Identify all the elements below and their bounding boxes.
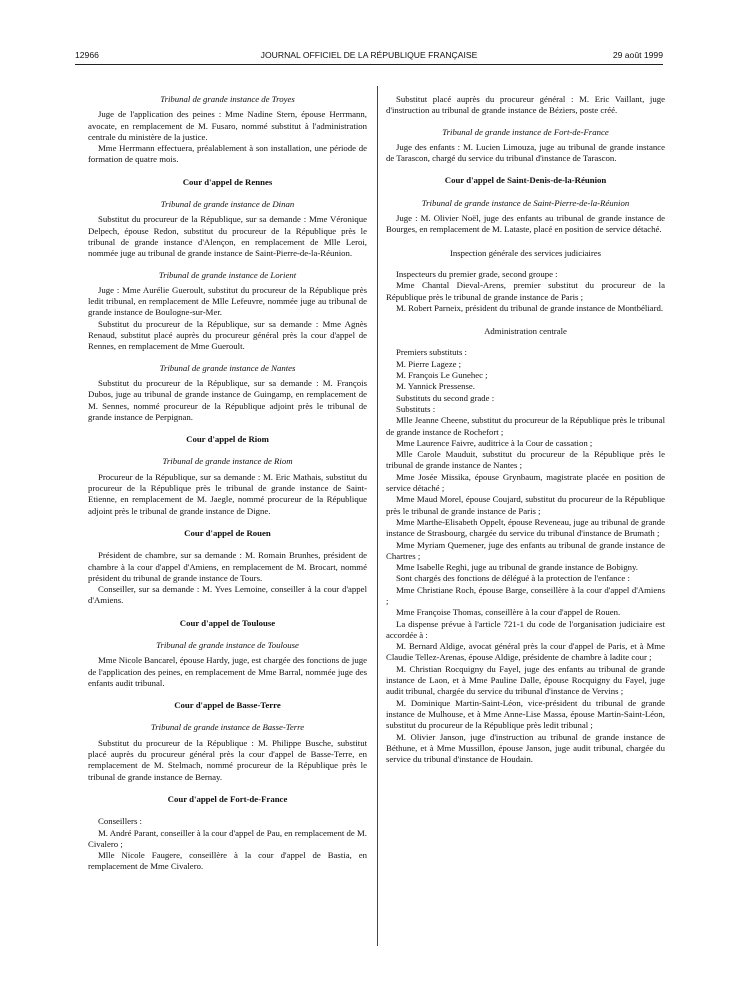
dinan-paragraph: Substitut du procureur de la République, sur sa demande : Mme Véronique Delpech, épouse Redon, substitut du procureur de la République près le tribunal de grande instance d'Alençon, en remplacement de Mlle Leroi, nommée juge au tribunal de grande instance de Saint-Pierre-de-la-Réunion. [88, 214, 367, 259]
igsj-paragraph-1: Inspecteurs du premier grade, second groupe : [396, 268, 558, 279]
page-number: 12966 [75, 50, 99, 60]
riom-heading: Tribunal de grande instance de Riom [162, 456, 293, 467]
troyes-paragraph-2: Mme Herrmann effectuera, préalablement à son installation, une période de formation de quatre mois. [88, 143, 367, 165]
list-item: Mme Laurence Faivre, auditrice à la Cour de cassation ; [396, 437, 593, 448]
igsj-paragraph-2: Mme Chantal Dieval-Arens, premier substitut du procureur de la République près le tribunal de grande instance de Paris ; [386, 280, 665, 302]
list-item: M. Olivier Janson, juge d'instruction au tribunal de grande instance de Béthune, et à Mme Mussillon, épouse Janson, juge audit tribunal, chargée du service du tribunal d'instance de Houdain. [386, 731, 665, 765]
journal-title: JOURNAL OFFICIEL DE LA RÉPUBLIQUE FRANÇAISE [260, 50, 478, 60]
fort-de-france-paragraph-3: Mlle Nicole Faugere, conseillère à la cour d'appel de Bastia, en remplacement de Mme Civalero. [88, 850, 367, 872]
riom-court-heading: Cour d'appel de Riom [186, 434, 269, 445]
list-item: Mlle Carole Mauduit, substitut du procureur de la République près le tribunal de grande instance de Nantes ; [386, 449, 665, 471]
list-item: Mme Josée Missika, épouse Grynbaum, magistrate placée en position de service détaché ; [386, 471, 665, 494]
reunion-court-heading: Cour d'appel de Saint-Denis-de-la-Réunion [444, 175, 607, 186]
page-header [75, 50, 663, 64]
saint-pierre-paragraph: Juge : M. Olivier Noël, juge des enfants au tribunal de grande instance de Bourges, en remplacement de M. Lataste, placé en position de service détaché. [386, 213, 665, 235]
fort-de-france-paragraph-1: Conseillers : [98, 816, 142, 827]
list-item: M. Bernard Aldige, avocat général près la cour d'appel de Paris, et à Mme Claudie Tellez-Arenas, épouse Aldige, présidente de chambre à ladite cour ; [386, 641, 665, 663]
list-item: M. Christian Rocquigny du Fayel, juge des enfants au tribunal de grande instance de Laon, et à Mme Pauline Dalle, épouse Rocquigny du Fayel, juge audit tribunal, chargée du service du tribunal d'instance de Vervins ; [386, 663, 665, 697]
nantes-paragraph: Substitut du procureur de la République, sur sa demande : M. François Dubos, juge au tribunal de grande instance de Guingamp, en remplacement de M. Sennes, nommé procureur de la République adjoint près le tribunal de grande instance de Perpignan. [88, 377, 367, 422]
nantes-heading: Tribunal de grande instance de Nantes [159, 362, 296, 373]
troyes-heading: Tribunal de grande instance de Troyes [160, 94, 295, 104]
list-item: Mme Maud Morel, épouse Coujard, substitut du procureur de la République près le tribunal de grande instance de Paris ; [386, 494, 665, 516]
basse-terre-heading: Tribunal de grande instance de Basse-Terre [150, 722, 305, 733]
basse-terre-court-heading: Cour d'appel de Basse-Terre [174, 700, 281, 711]
right-column [386, 94, 665, 765]
list-item: M. Pierre Lageze ; [396, 358, 462, 369]
fort-de-france-tgi-paragraph: Juge des enfants : M. Lucien Limouza, juge au tribunal de grande instance de Tarascon, chargé du service du tribunal d'instance de Tarascon. [386, 141, 665, 164]
list-item: M. Yannick Pressense. [396, 381, 475, 392]
list-item: M. François Le Gunehec ; [396, 370, 488, 381]
list-item: Mlle Jeanne Cheene, substitut du procureur de la République près le tribunal de grande instance de Rochefort ; [386, 415, 665, 437]
list-item: Mme Marthe-Elisabeth Oppelt, épouse Reveneau, juge au tribunal de grande instance de Strasbourg, chargée du service du tribunal d'instance de Brumath ; [386, 516, 665, 539]
vaillant-paragraph: Substitut placé auprès du procureur général : M. Eric Vaillant, juge d'instruction au tribunal de grande instance de Béziers, poste créé. [386, 94, 665, 116]
list-item: Mme Christiane Roch, épouse Barge, conseillère à la cour d'appel d'Amiens ; [386, 584, 665, 606]
toulouse-court-heading: Cour d'appel de Toulouse [179, 617, 276, 628]
igsj-heading: Inspection générale des services judiciaires [449, 247, 602, 258]
list-item: Substituts du second grade : [396, 392, 495, 403]
list-item: Mme Françoise Thomas, conseillère à la cour d'appel de Rouen. [396, 607, 621, 618]
lorient-paragraph-1: Juge : Mme Aurélie Gueroult, substitut du procureur de la République près ledit tribunal, en remplacement de Mlle Lefeuvre, nommée juge au tribunal de grande instance de Boulogne-sur-Mer. [88, 284, 367, 318]
issue-date: 29 août 1999 [612, 50, 663, 60]
riom-paragraph: Procureur de la République, sur sa demande : M. Eric Mathais, substitut du procureur de la République près le tribunal de grande instance de Saint-Etienne, en remplacement de M. Jaegle, nommé procureur de la République adjoint près le tribunal de grande instance de Digne. [88, 471, 367, 516]
administration-heading: Administration centrale [484, 326, 567, 337]
fort-de-france-paragraph-2: M. André Parant, conseiller à la cour d'appel de Pau, en remplacement de M. Civalero ; [88, 827, 367, 849]
list-item: Mme Myriam Quemener, juge des enfants au tribunal de grande instance de Chartres ; [386, 539, 665, 561]
list-item: Mme Isabelle Reghi, juge au tribunal de grande instance de Bobigny. [396, 562, 638, 573]
administration-list [386, 347, 665, 765]
rouen-paragraph-2: Conseiller, sur sa demande : M. Yves Lemoine, conseiller à la cour d'appel d'Amiens. [88, 584, 367, 606]
column-divider [377, 86, 378, 946]
rennes-court-heading: Cour d'appel de Rennes [182, 176, 273, 187]
basse-terre-paragraph: Substitut du procureur de la République : M. Philippe Busche, substitut placé auprès du procureur général près la cour d'appel de Basse-Terre, en remplacement de M. Stelmach, nommé procureur de la République près le tribunal de grande instance de Bernay. [88, 737, 367, 782]
list-item: Sont chargés des fonctions de délégué à la protection de l'enfance : [396, 573, 630, 584]
fort-de-france-tgi-heading: Tribunal de grande instance de Fort-de-France [442, 126, 609, 137]
toulouse-heading: Tribunal de grande instance de Toulouse [156, 639, 299, 650]
saint-pierre-heading: Tribunal de grande instance de Saint-Pierre-de-la-Réunion [421, 197, 630, 208]
rouen-court-heading: Cour d'appel de Rouen [184, 527, 271, 538]
rouen-paragraph-1: Président de chambre, sur sa demande : M. Romain Brunhes, président de chambre à la cour d'appel d'Amiens, en remplacement de M. Brocart, nommé président du tribunal de grande instance de Tours. [88, 550, 367, 583]
left-column [88, 94, 367, 873]
dinan-heading: Tribunal de grande instance de Dinan [160, 199, 295, 210]
lorient-heading: Tribunal de grande instance de Lorient [158, 269, 297, 280]
list-item: M. Dominique Martin-Saint-Léon, vice-président du tribunal de grande instance de Mulhouse, et à Mme Anne-Lise Massa, épouse Martin-Saint-Léon, substitut du procureur de la République près ledit tribunal ; [386, 697, 665, 731]
header-rule [75, 64, 663, 65]
lorient-paragraph-2: Substitut du procureur de la République, sur sa demande : Mme Agnès Renaud, substitut placé auprès du procureur général près la cour d'appel de Rennes, en remplacement de Mme Gueroult. [88, 318, 367, 352]
list-item: Substituts : [396, 403, 436, 414]
list-item: La dispense prévue à l'article 721-1 du code de l'organisation judiciaire est accordée à : [386, 618, 665, 640]
fort-de-france-court-heading: Cour d'appel de Fort-de-France [167, 793, 288, 804]
igsj-paragraph-3: M. Robert Parneix, président du tribunal de grande instance de Montbéliard. [396, 302, 664, 313]
toulouse-paragraph: Mme Nicole Bancarel, épouse Hardy, juge, est chargée des fonctions de juge de l'application des peines, en remplacement de Mme Barral, nommée juge des enfants audit tribunal. [88, 655, 367, 688]
troyes-paragraph-1: Juge de l'application des peines : Mme Nadine Stern, épouse Herrmann, avocate, en remplacement de M. Fusaro, nommé substitut à l'administration centrale du ministère de la justice. [88, 109, 367, 142]
list-item: Premiers substituts : [396, 347, 467, 358]
